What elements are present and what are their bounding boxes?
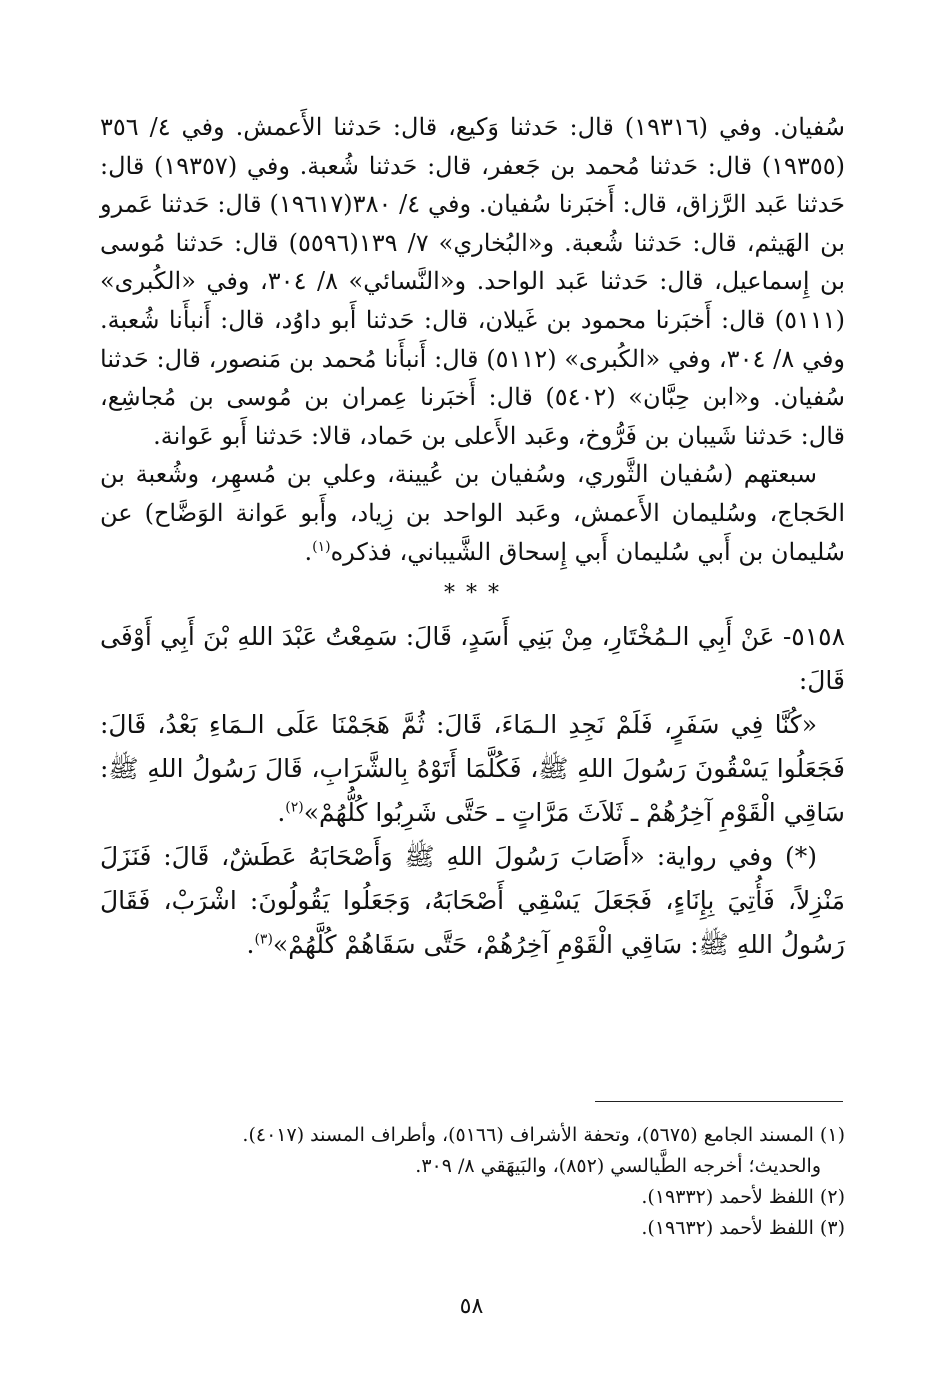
footnote-ref-1: (١): [312, 538, 331, 555]
footnote-2: (٢) اللفظ لأحمد (١٩٣٣٢).: [641, 1186, 845, 1208]
hadith-heading: [100, 615, 845, 703]
page-number: ٥٨: [459, 1294, 484, 1319]
hadith-heading-text: ٥١٥٨- عَنْ أَبِي الـمُخْتَارِ، مِنْ بَنِي أَسَدٍ، قَالَ: سَمِعْتُ عَبْدَ اللهِ بْنَ أَبِي أَوْفَى قَالَ:: [100, 622, 845, 696]
hadith-text: «كُنَّا فِي سَفَرٍ، فَلَمْ نَجِدِ الـمَاءَ، قَالَ: ثُمَّ هَجَمْنَا عَلَى الـمَاءِ بَعْدُ، قَالَ: فَجَعَلُوا يَسْقُونَ رَسُولَ اللهِ ﷺ، فَكُلَّمَا أَتَوْهُ بِالشَّرَابِ، قَالَ رَسُولُ اللهِ ﷺ: سَاقِي الْقَوْمِ آخِرُهُمْ ـ ثَلاَثَ مَرَّاتٍ ـ حَتَّى شَرِبُوا كُلُّهُمْ»: [100, 710, 845, 828]
riwaya-paragraph: [100, 835, 845, 967]
footnote-divider: [595, 1101, 843, 1102]
isnad-summary-text: سبعتهم (سُفيان الثَّوري، وسُفيان بن عُيينة، وعلي بن مُسهِر، وشُعبة بن الحَجاج، وسُليمان الأَعمش، وعَبد الواحد بن زِياد، وأَبو عَوانة الوَضَّاح) عن سُليمان بن أَبي سُليمان أَبي إِسحاق الشَّيباني، فذكره: [100, 460, 845, 566]
footnote-ref-2: (٢): [285, 799, 304, 816]
riwaya-text-end: .: [246, 930, 255, 960]
takhrij-text: سُفيان. وفي (١٩٣١٦) قال: حَدثنا وَكيع، قال: حَدثنا الأَعمش. وفي ٤/ ٣٥٦ (١٩٣٥٥) قال: حَدثنا مُحمد بن جَعفر، قال: حَدثنا شُعبة. وفي (١٩٣٥٧) قال: حَدثنا عَبد الرَّزاق، قال: أَخبَرنا سُفيان. وفي ٤/ ٣٨٠(١٩٦١٧) قال: حَدثنا عَمرو بن الهَيثم، قال: حَدثنا شُعبة. و«البُخاري» ٧/ ١٣٩(٥٥٩٦) قال: حَدثنا مُوسى بن إِسماعيل، قال: حَدثنا عَبد الواحد. و«النَّسائي» ٨/ ٣٠٤، وفي «الكُبرى» (٥١١١) قال: أَخبَرنا محمود بن غَيلان، قال: حَدثنا أَبو داوُد، قال: أَنبأَنا شُعبة. وفي ٨/ ٣٠٤، وفي «الكُبرى» (٥١١٢) قال: أَنبأَنا مُحمد بن مَنصور، قال: حَدثنا سُفيان. و«ابن حِبَّان» (٥٤٠٢) قال: أَخبَرنا عِمران بن مُوسى بن مُجاشِع، قال: حَدثنا شَيبان بن فَرُّوخ، وعَبد الأَعلى بن حَماد، قالا: حَدثنا أَبو عَوانة.: [100, 113, 846, 450]
footnote-3: (٣) اللفظ لأحمد (١٩٦٣٢).: [641, 1217, 845, 1239]
footnote-1-continuation: والحديث؛ أخرجه الطَّيالسي (٨٥٢)، والبَيهَقي ٨/ ٣٠٩.: [415, 1155, 821, 1177]
isnad-summary-end: .: [304, 537, 313, 566]
isnad-summary-paragraph: [100, 455, 845, 571]
riwaya-text: (*) وفي رواية: «أَصَابَ رَسُولَ اللهِ ﷺ وَأَصْحَابَهُ عَطَشٌ، قَالَ: فَنَزَلَ مَنْزِلاً، فَأُتِيَ بِإِنَاءٍ، فَجَعَلَ يَسْقِي أَصْحَابَهُ، وَجَعَلُوا يَقُولُونَ: اشْرَبْ، فَقَالَ رَسُولُ اللهِ ﷺ: سَاقِي الْقَوْمِ آخِرُهُمْ، حَتَّى سَقَاهُمْ كُلَّهُمْ»: [100, 842, 845, 960]
hadith-text-end: .: [277, 798, 286, 828]
footnotes-block: [100, 1120, 845, 1244]
section-separator: * * *: [444, 581, 501, 607]
footnote-ref-3: (٣): [254, 931, 273, 948]
takhrij-paragraph: [100, 108, 845, 455]
footnote-1: (١) المسند الجامع (٥٦٧٥)، وتحفة الأشراف (٥١٦٦)، وأطراف المسند (٤٠١٧).: [242, 1124, 845, 1146]
hadith-text-paragraph: [100, 703, 845, 835]
main-text-block: [100, 108, 845, 967]
